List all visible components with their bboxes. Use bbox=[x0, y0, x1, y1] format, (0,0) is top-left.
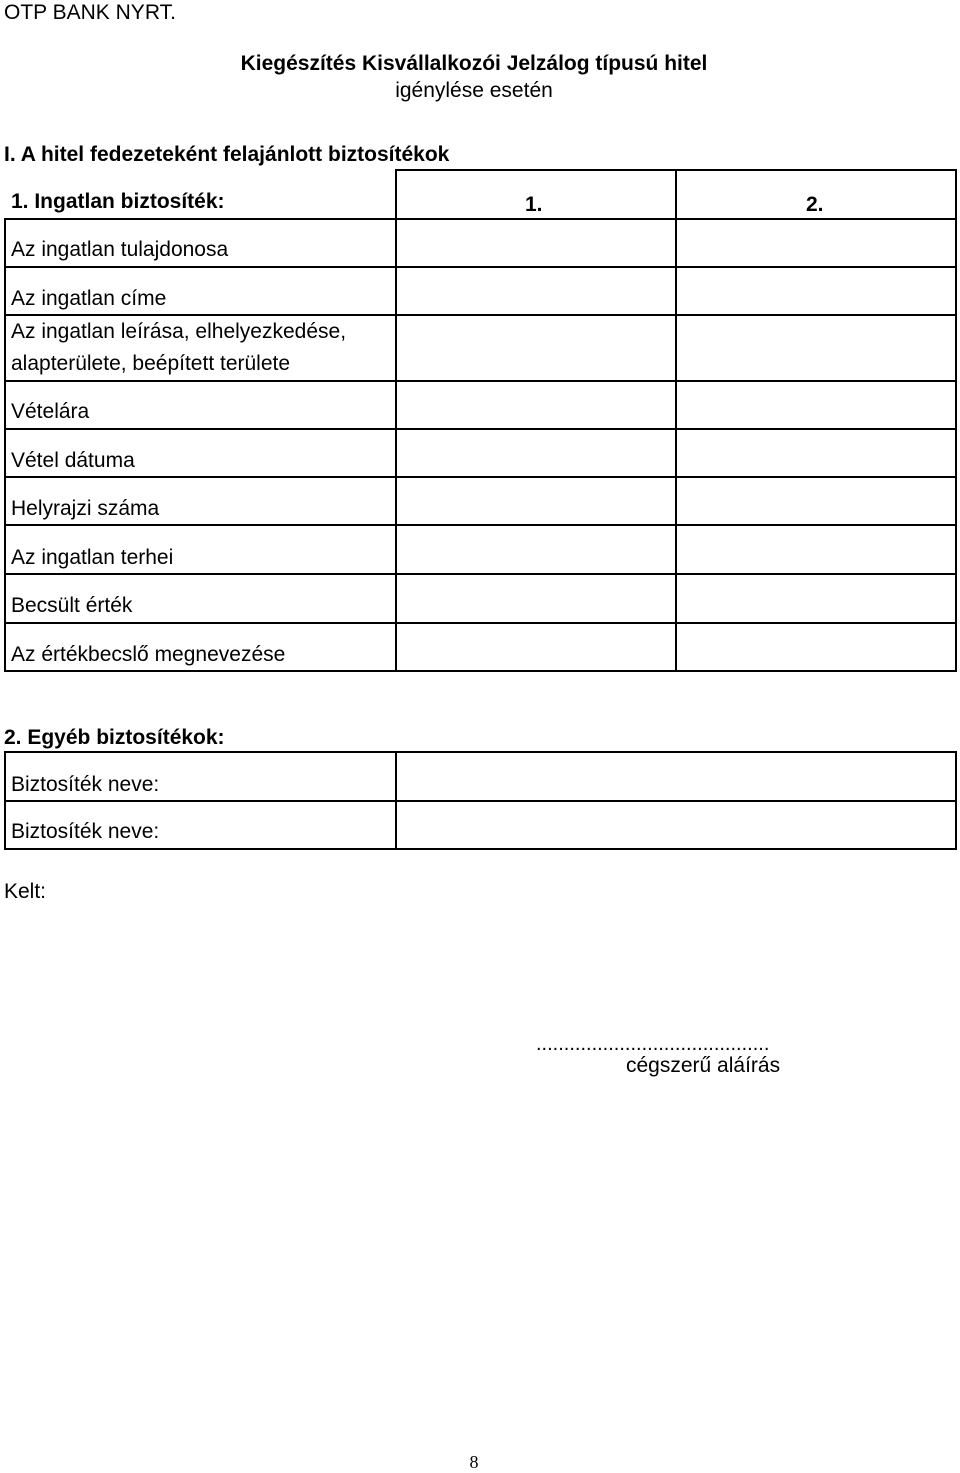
table-line bbox=[955, 751, 957, 850]
row-label-encumbrances: Az ingatlan terhei bbox=[11, 546, 174, 569]
row-label-area: alapterülete, beépített területe bbox=[11, 352, 291, 375]
table-line bbox=[4, 266, 957, 268]
row-label-purchase-date: Vétel dátuma bbox=[11, 449, 135, 472]
signature-label: cégszerű aláírás bbox=[626, 1054, 781, 1077]
signature-line: .......................................... bbox=[536, 1033, 770, 1055]
table-line bbox=[4, 524, 957, 526]
section-heading-collateral: I. A hitel fedezeteként felajánlott biztosítékok bbox=[4, 143, 450, 166]
table-header-label: 1. Ingatlan biztosíték: bbox=[11, 190, 225, 213]
table-line bbox=[955, 169, 957, 672]
row-label-description: Az ingatlan leírása, elhelyezkedése, bbox=[11, 320, 347, 343]
row-label-price: Vételára bbox=[11, 400, 90, 423]
row-label-owner: Az ingatlan tulajdonosa bbox=[11, 238, 229, 261]
table-line bbox=[4, 751, 957, 753]
table-line bbox=[4, 428, 957, 430]
table-line bbox=[4, 476, 957, 478]
table-line bbox=[4, 800, 957, 802]
document-subtitle: igénylése esetén bbox=[395, 79, 553, 102]
table-line bbox=[4, 218, 957, 220]
document-title: Kiegészítés Kisvállalkozói Jelzálog típusú hitel bbox=[240, 52, 708, 75]
table-line bbox=[395, 751, 397, 850]
page-number: 8 bbox=[469, 1452, 479, 1472]
table-line bbox=[4, 314, 957, 316]
section-heading-other-collateral: 2. Egyéb biztosítékok: bbox=[4, 726, 225, 749]
table-line bbox=[4, 218, 6, 672]
table-line bbox=[4, 751, 6, 850]
row-label-address: Az ingatlan címe bbox=[11, 287, 167, 310]
column-header-1: 1. bbox=[525, 193, 543, 216]
row-label-collateral-name-2: Biztosíték neve: bbox=[11, 820, 160, 843]
table-line bbox=[4, 670, 957, 672]
row-label-appraiser: Az értékbecslő megnevezése bbox=[11, 643, 286, 666]
table-line bbox=[675, 169, 677, 672]
row-label-parcel-number: Helyrajzi száma bbox=[11, 497, 160, 520]
row-label-estimated-value: Becsült érték bbox=[11, 594, 133, 617]
column-header-2: 2. bbox=[806, 193, 824, 216]
row-label-collateral-name-1: Biztosíték neve: bbox=[11, 773, 160, 796]
table-line bbox=[4, 380, 957, 382]
table-line bbox=[4, 622, 957, 624]
table-line bbox=[4, 573, 957, 575]
table-line bbox=[4, 848, 957, 850]
date-place-label: Kelt: bbox=[4, 880, 47, 903]
table-line bbox=[395, 169, 397, 672]
bank-name: OTP BANK NYRT. bbox=[4, 1, 176, 24]
